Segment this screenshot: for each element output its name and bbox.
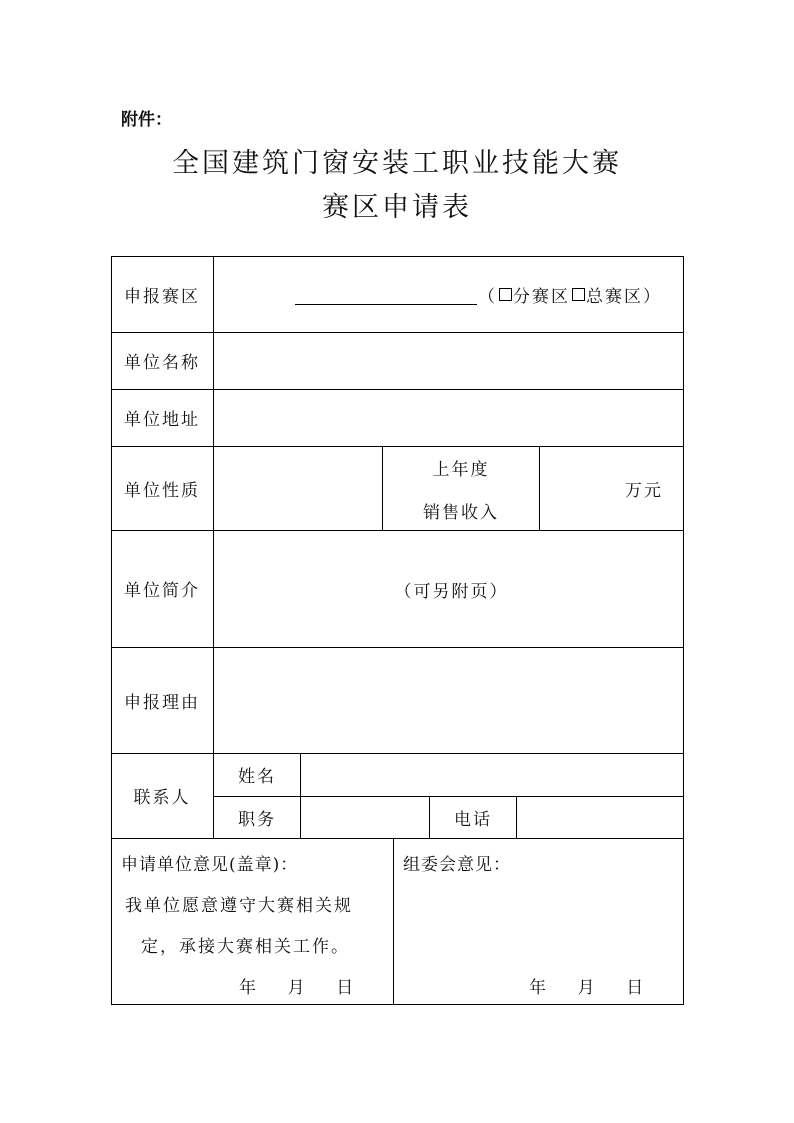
- sub-division-checkbox[interactable]: [499, 288, 512, 301]
- revenue-field[interactable]: [540, 446, 683, 530]
- reason-label: 申报理由: [124, 692, 200, 713]
- applicant-opinion-line1: 我单位愿意遵守大赛相关规: [125, 896, 353, 916]
- unit-address-label: 单位地址: [124, 410, 200, 430]
- form-title: 全国建筑门窗安装工职业技能大赛: [172, 148, 622, 179]
- unit-intro-field[interactable]: [214, 531, 683, 647]
- main-division-option-label: 总赛区: [586, 286, 643, 307]
- table-border-bottom: [111, 1004, 684, 1005]
- close-paren: ）: [643, 286, 662, 307]
- sub-division-option-label: 分赛区: [513, 286, 570, 307]
- contact-phone-field[interactable]: [517, 797, 683, 838]
- committee-opinion-date: 年 月 日: [529, 978, 646, 998]
- unit-name-label: 单位名称: [124, 353, 200, 373]
- reason-field[interactable]: [214, 648, 683, 753]
- unit-intro-note: （可另附页）: [394, 581, 509, 602]
- contact-position-field[interactable]: [301, 797, 429, 838]
- applicant-opinion-line2: 定，承接大赛相关工作。: [141, 937, 350, 957]
- table-rule: [111, 838, 684, 839]
- contact-label: 联系人: [133, 788, 191, 808]
- unit-nature-field[interactable]: [214, 447, 382, 530]
- applicant-opinion-title: 申请单位意见(盖章)：: [121, 855, 299, 875]
- form-subtitle: 赛区申请表: [322, 192, 472, 223]
- applicant-opinion-date: 年 月 日: [239, 978, 356, 998]
- committee-opinion-title: 组委会意见：: [403, 855, 511, 875]
- open-paren: （: [478, 286, 497, 307]
- division-label: 申报赛区: [124, 286, 200, 307]
- attachment-label: 附件：: [121, 110, 172, 130]
- unit-name-field[interactable]: [214, 333, 683, 389]
- contact-name-field[interactable]: [301, 754, 683, 796]
- revenue-unit: 万元: [625, 480, 663, 501]
- unit-nature-label: 单位性质: [124, 480, 200, 501]
- table-rule: [393, 838, 394, 1004]
- revenue-label-line2: 销售收入: [423, 502, 499, 523]
- contact-position-label: 职务: [238, 809, 276, 830]
- revenue-label-line1: 上年度: [432, 459, 490, 480]
- unit-address-field[interactable]: [214, 390, 683, 446]
- unit-intro-label: 单位简介: [124, 581, 200, 601]
- division-name-blank[interactable]: [295, 304, 477, 305]
- division-options: [478, 256, 662, 332]
- table-border-right: [683, 256, 684, 1005]
- main-division-checkbox[interactable]: [572, 288, 585, 301]
- contact-phone-label: 电话: [454, 809, 492, 830]
- contact-name-label: 姓名: [238, 767, 276, 787]
